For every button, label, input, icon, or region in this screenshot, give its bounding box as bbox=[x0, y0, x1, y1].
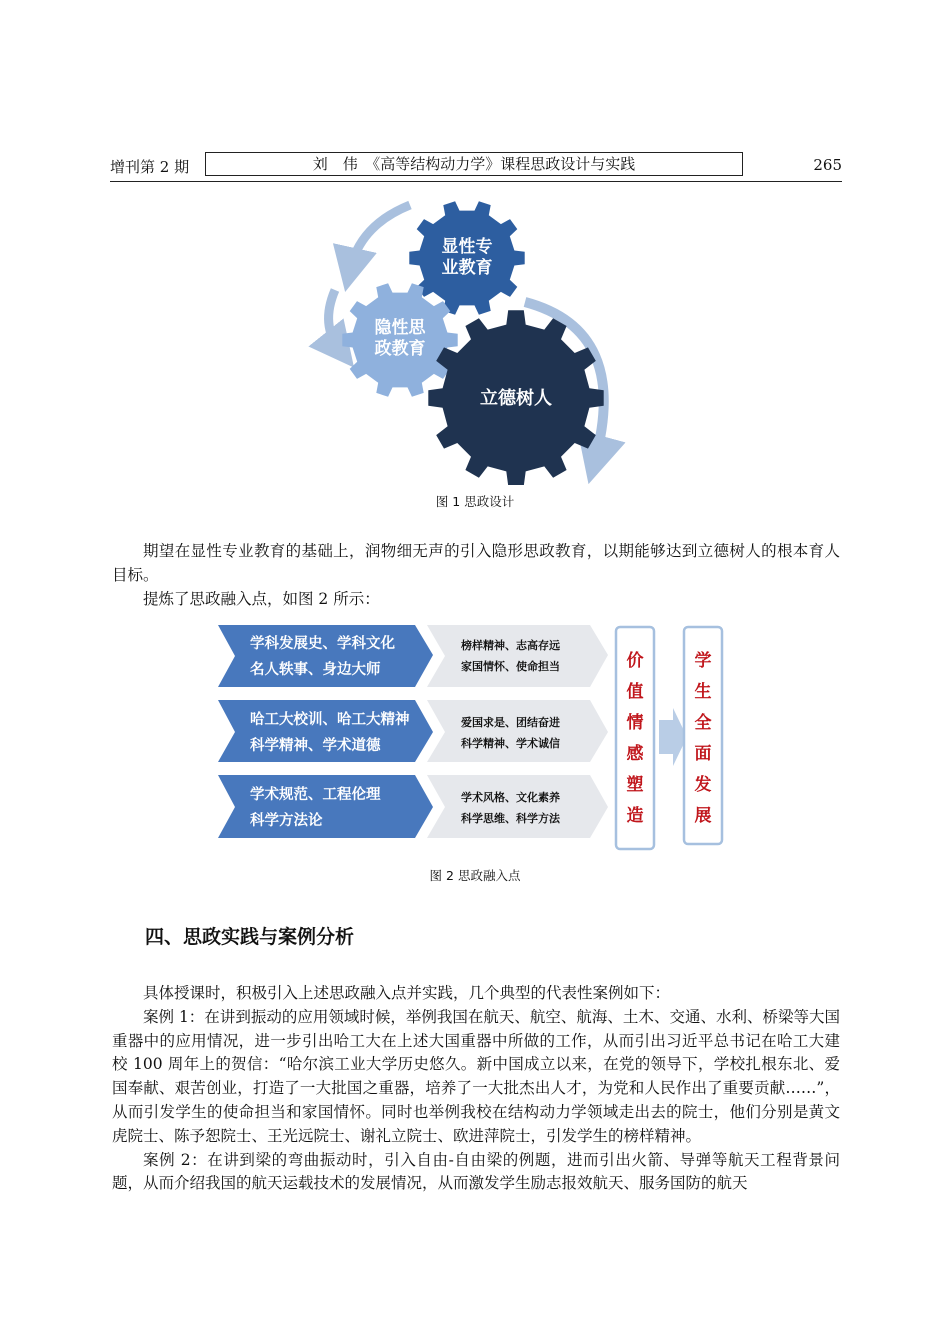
row2-left-line1: 哈工大校训、哈工大精神 bbox=[250, 712, 410, 728]
box1-chars-char-2: 情 bbox=[626, 713, 644, 733]
header-rule bbox=[110, 181, 842, 182]
page-number: 265 bbox=[813, 156, 842, 174]
article-title-box: 刘 伟 《高等结构动力学》课程思政设计与实践 bbox=[205, 152, 743, 176]
box1-chars-char-0: 价 bbox=[626, 651, 644, 671]
box1-chars-char-5: 造 bbox=[626, 806, 644, 826]
gear-left-line1: 隐性思 bbox=[374, 318, 426, 338]
gear-left-line2: 政教育 bbox=[374, 339, 426, 359]
row3-left-line1: 学术规范、工程伦理 bbox=[250, 787, 381, 803]
section-heading: 四、思政实践与案例分析 bbox=[145, 926, 355, 948]
box2-chars-char-3: 面 bbox=[694, 744, 712, 764]
box2-chars-char-4: 发 bbox=[694, 775, 712, 795]
paragraph-case1: 案例 1：在讲到振动的应用领域时候，举例我国在航天、航空、航海、土木、交通、水利、桥梁等大国重器中的应用情况，进一步引出哈工大在上述大国重器中所做的工作，从而引出习近平总书记在哈工大建校 100 周年上的贺信：“哈尔滨工业大学历史悠久。新中国成立以来，在党的领导下，学校扎根东北、爱国奉献、艰苦创业，打造了一大批国之重器，培养了一大批杰出人才，为党和人民作出了重要贡献……”，从而引发学生的使命担当和家国情怀。同时也举例我校在结构动力学领域走出去的院士，他们分别是黄文虎院士、陈予恕院士、王光远院士、谢礼立院士、欧进萍院士，引发学生的榜样精神。 bbox=[112, 1007, 840, 1145]
row2-right-arrow bbox=[427, 700, 608, 762]
paragraph-expectation: 期望在显性专业教育的基础上，润物细无声的引入隐形思政教育，以期能够达到立德树人的根本育人目标。 bbox=[112, 542, 840, 584]
box2-chars-char-5: 展 bbox=[694, 806, 712, 826]
figure1-caption: 图 1 思政设计 bbox=[435, 494, 515, 509]
row3-right-line1: 学术风格、文化素养 bbox=[461, 791, 560, 804]
figure2-diagram bbox=[215, 622, 730, 852]
row3-right-arrow bbox=[427, 775, 608, 838]
figure1-gears bbox=[300, 190, 650, 485]
row3-left-line2: 科学方法论 bbox=[250, 813, 323, 829]
row1-right-line2: 家国情怀、使命担当 bbox=[461, 660, 560, 673]
running-header bbox=[110, 152, 842, 182]
box1-chars-char-1: 值 bbox=[626, 682, 644, 702]
paragraph-figure2-intro: 提炼了思政融入点，如图 2 所示： bbox=[143, 589, 380, 608]
row1-right-line1: 榜样精神、志高存远 bbox=[461, 639, 560, 652]
paragraph-block-2 bbox=[112, 982, 840, 1196]
cycle-arrow-left bbox=[350, 205, 410, 270]
box2-chars-char-0: 学 bbox=[694, 651, 712, 671]
gear-top-line1: 显性专 bbox=[441, 237, 493, 257]
row2-right-line1: 爱国求是、团结奋进 bbox=[461, 716, 560, 729]
cycle-arrow-bottomleft bbox=[329, 290, 340, 350]
figure2-caption: 图 2 思政融入点 bbox=[429, 868, 521, 883]
box1-chars-char-3: 感 bbox=[626, 744, 644, 764]
box2-chars-char-1: 生 bbox=[694, 682, 712, 702]
row3-right-line2: 科学思维、科学方法 bbox=[461, 812, 560, 825]
box2-chars-char-2: 全 bbox=[694, 713, 712, 733]
paragraph-intro: 具体授课时，积极引入上述思政融入点并实践，几个典型的代表性案例如下： bbox=[143, 984, 671, 1002]
issue-label: 增刊第 2 期 bbox=[110, 158, 190, 176]
paragraph-block-1 bbox=[112, 540, 840, 611]
row2-left-line2: 科学精神、学术道德 bbox=[250, 738, 381, 754]
paragraph-case2: 案例 2：在讲到梁的弯曲振动时，引入自由-自由梁的例题，进而引出火箭、导弹等航天工程背景问题，从而介绍我国的航天运载技术的发展情况，从而激发学生励志报效航天、服务国防的航天 bbox=[112, 1150, 840, 1193]
gear-main-label: 立德树人 bbox=[480, 388, 552, 409]
row1-right-arrow bbox=[427, 625, 608, 687]
row1-left-line1: 学科发展史、学科文化 bbox=[250, 636, 395, 652]
row1-left-line2: 名人轶事、身边大师 bbox=[250, 662, 381, 678]
gear-top-line2: 业教育 bbox=[441, 258, 493, 278]
row2-right-line2: 科学精神、学术诚信 bbox=[461, 737, 560, 750]
box1-chars-char-4: 塑 bbox=[626, 775, 644, 795]
